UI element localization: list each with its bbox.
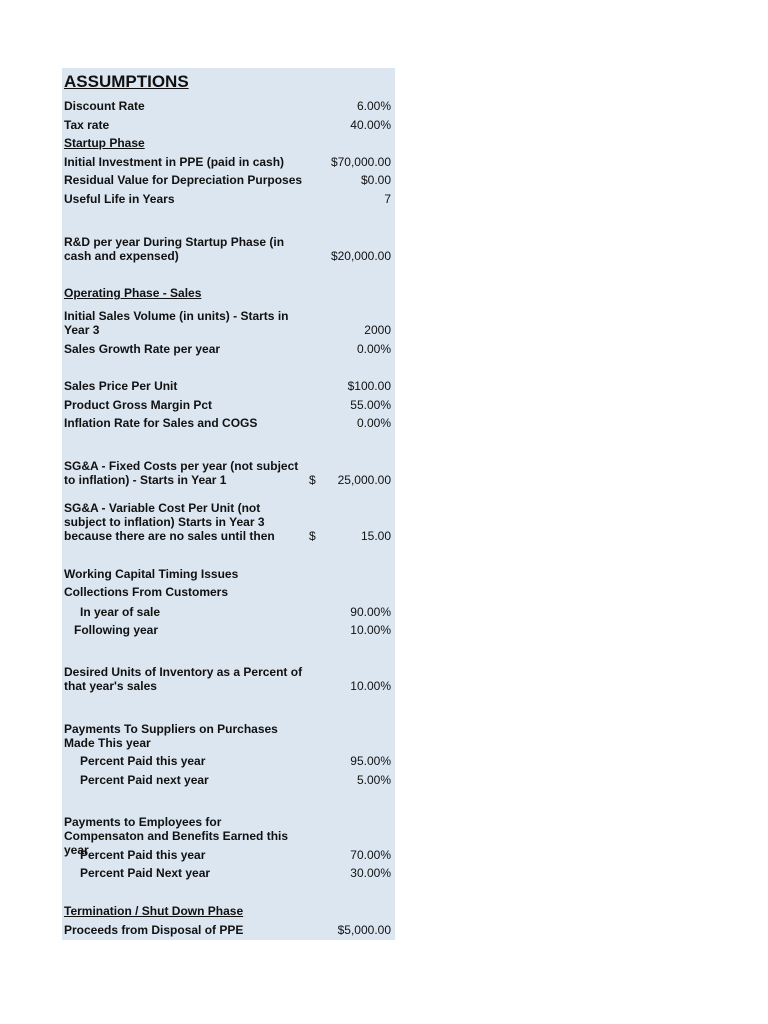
label: Desired Units of Inventory as a Percent of that year's sales — [64, 665, 303, 693]
label: Sales Price Per Unit — [64, 379, 178, 393]
value: $70,000.00 — [330, 155, 391, 169]
label: Residual Value for Depreciation Purposes — [64, 173, 303, 187]
value: 55.00% — [350, 398, 391, 412]
label: Initial Sales Volume (in units) - Starts in Year 3 — [64, 309, 289, 337]
label: SG&A - Fixed Costs per year (not subject to inflation) - Starts in Year 1 — [64, 459, 299, 487]
currency-symbol: $ — [309, 529, 316, 543]
value: $5,000.00 — [337, 923, 391, 937]
value: 2000 — [364, 323, 391, 337]
value: 40.00% — [350, 118, 391, 132]
value: $20,000.00 — [330, 249, 391, 263]
label: Useful Life in Years — [64, 192, 175, 206]
value: 0.00% — [356, 342, 391, 356]
value: 90.00% — [350, 605, 391, 619]
value: 30.00% — [350, 866, 391, 880]
label: Proceeds from Disposal of PPE — [64, 923, 244, 937]
label: Percent Paid this year — [80, 754, 206, 768]
value: 0.00% — [356, 416, 391, 430]
value: 70.00% — [350, 848, 391, 862]
assumptions-sheet — [62, 68, 395, 940]
value: 6.00% — [356, 99, 391, 113]
value: 10.00% — [350, 623, 391, 637]
value: 5.00% — [356, 773, 391, 787]
section-heading: Operating Phase - Sales — [64, 286, 202, 300]
label: Sales Growth Rate per year — [64, 342, 221, 356]
label: Payments To Suppliers on Purchases Made This year — [64, 722, 278, 750]
label: Percent Paid next year — [80, 773, 209, 787]
label: SG&A - Variable Cost Per Unit (not subject to inflation) Starts in Year 3 because there are no sales until then — [64, 501, 275, 543]
label: Initial Investment in PPE (paid in cash) — [64, 155, 285, 169]
value: $0.00 — [360, 173, 391, 187]
section-heading: Termination / Shut Down Phase — [64, 904, 244, 918]
value: 7 — [384, 192, 391, 206]
sheet-title: ASSUMPTIONS — [64, 72, 189, 91]
label: Following year — [74, 623, 159, 637]
label: R&D per year During Startup Phase (in cash and expensed) — [64, 235, 285, 263]
value: 25,000.00 — [337, 473, 391, 487]
value: 15.00 — [360, 529, 391, 543]
label: Product Gross Margin Pct — [64, 398, 213, 412]
value: $100.00 — [347, 379, 391, 393]
label: Percent Paid Next year — [80, 866, 211, 880]
section-heading: Working Capital Timing Issues — [64, 567, 239, 581]
label: Percent Paid this year — [80, 848, 206, 862]
value: 10.00% — [350, 679, 391, 693]
label: In year of sale — [80, 605, 161, 619]
label: Payments to Employees for Compensaton and Benefits Earned this year — [64, 815, 289, 857]
label: Tax rate — [64, 118, 110, 132]
label: Collections From Customers — [64, 585, 229, 599]
label: Discount Rate — [64, 99, 145, 113]
value: 95.00% — [350, 754, 391, 768]
currency-symbol: $ — [309, 473, 316, 487]
section-heading: Startup Phase — [64, 136, 145, 150]
label: Inflation Rate for Sales and COGS — [64, 416, 258, 430]
